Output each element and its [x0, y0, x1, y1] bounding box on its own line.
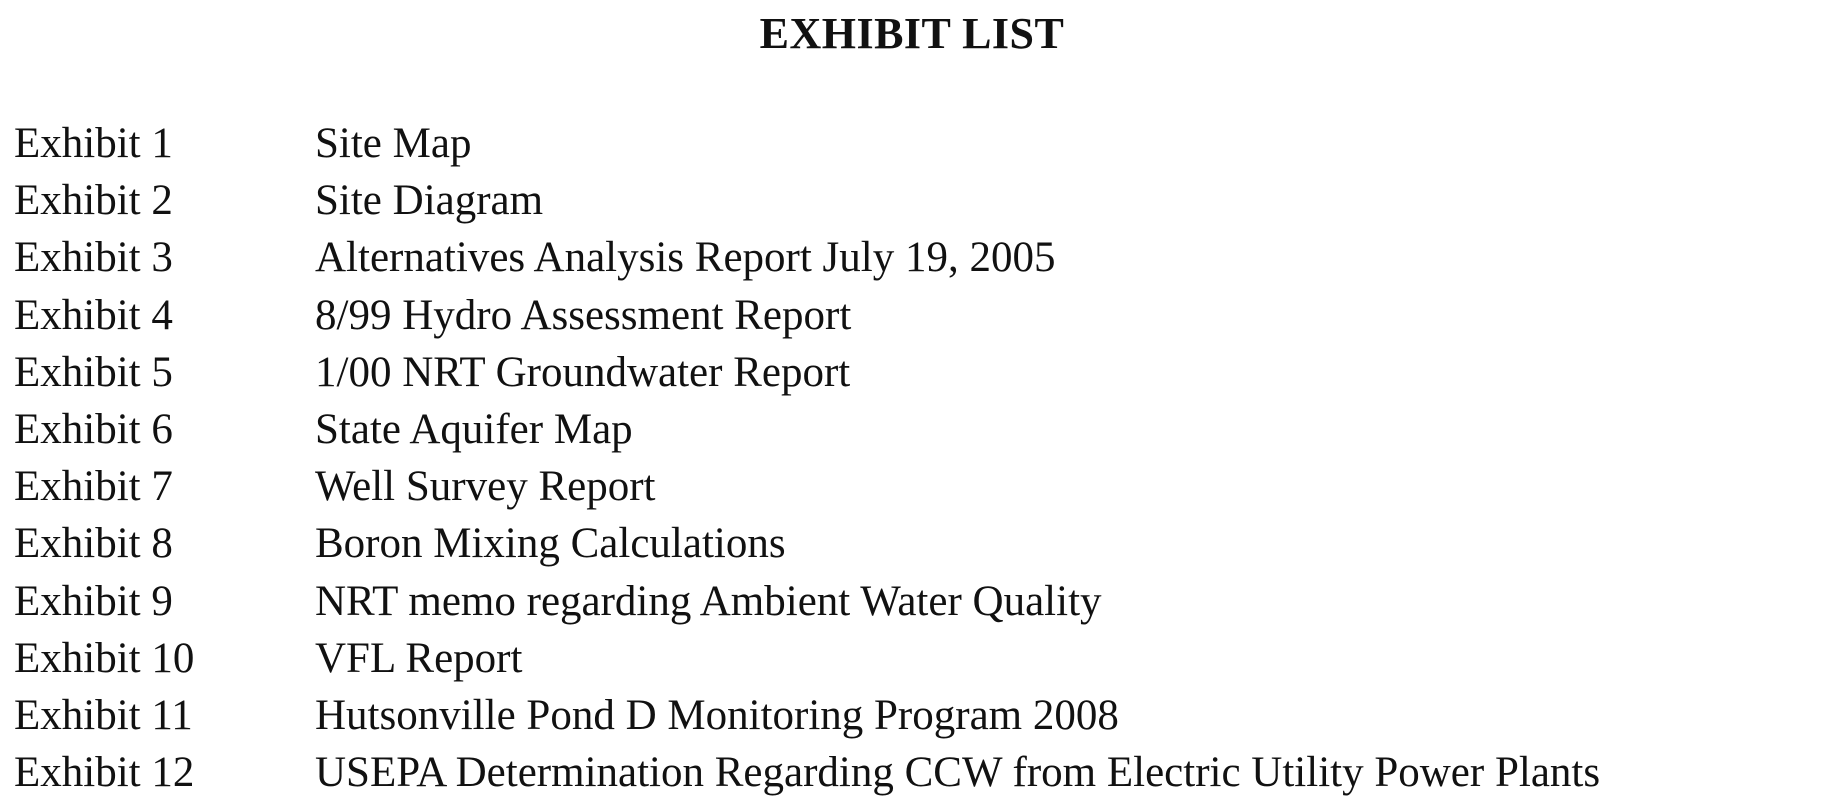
exhibit-row — [14, 287, 1600, 344]
exhibit-row — [14, 630, 1600, 687]
exhibit-row — [14, 573, 1600, 630]
exhibit-description: 1/00 NRT Groundwater Report — [315, 348, 851, 396]
exhibit-row — [14, 458, 1600, 515]
exhibit-description: Hutsonville Pond D Monitoring Program 2008 — [315, 691, 1119, 739]
exhibit-row — [14, 344, 1600, 401]
page-title: EXHIBIT LIST — [759, 9, 1065, 58]
exhibit-number: Exhibit 12 — [14, 749, 195, 797]
exhibit-description: Boron Mixing Calculations — [315, 520, 786, 568]
exhibit-number: Exhibit 11 — [14, 691, 193, 739]
exhibit-number: Exhibit 1 — [14, 120, 173, 168]
exhibit-list — [14, 115, 1600, 801]
exhibit-row — [14, 115, 1600, 172]
exhibit-description: State Aquifer Map — [315, 406, 633, 454]
exhibit-row — [14, 401, 1600, 458]
exhibit-row — [14, 172, 1600, 229]
exhibit-number: Exhibit 5 — [14, 348, 173, 396]
exhibit-description: Alternatives Analysis Report July 19, 2005 — [315, 234, 1056, 282]
exhibit-description: VFL Report — [315, 634, 523, 682]
exhibit-number: Exhibit 7 — [14, 463, 173, 511]
exhibit-description: NRT memo regarding Ambient Water Quality — [315, 577, 1102, 625]
exhibit-description: USEPA Determination Regarding CCW from Electric Utility Power Plants — [315, 749, 1601, 797]
exhibit-row — [14, 744, 1600, 801]
exhibit-description: Well Survey Report — [315, 463, 656, 511]
exhibit-number: Exhibit 6 — [14, 406, 173, 454]
exhibit-row — [14, 515, 1600, 572]
exhibit-description: Site Map — [315, 120, 472, 168]
exhibit-number: Exhibit 3 — [14, 234, 173, 282]
exhibit-number: Exhibit 9 — [14, 577, 173, 625]
exhibit-description: 8/99 Hydro Assessment Report — [315, 291, 852, 339]
exhibit-row — [14, 229, 1600, 286]
exhibit-row — [14, 687, 1600, 744]
exhibit-number: Exhibit 4 — [14, 291, 173, 339]
exhibit-number: Exhibit 2 — [14, 177, 173, 225]
exhibit-number: Exhibit 10 — [14, 634, 195, 682]
exhibit-description: Site Diagram — [315, 177, 544, 225]
exhibit-number: Exhibit 8 — [14, 520, 173, 568]
